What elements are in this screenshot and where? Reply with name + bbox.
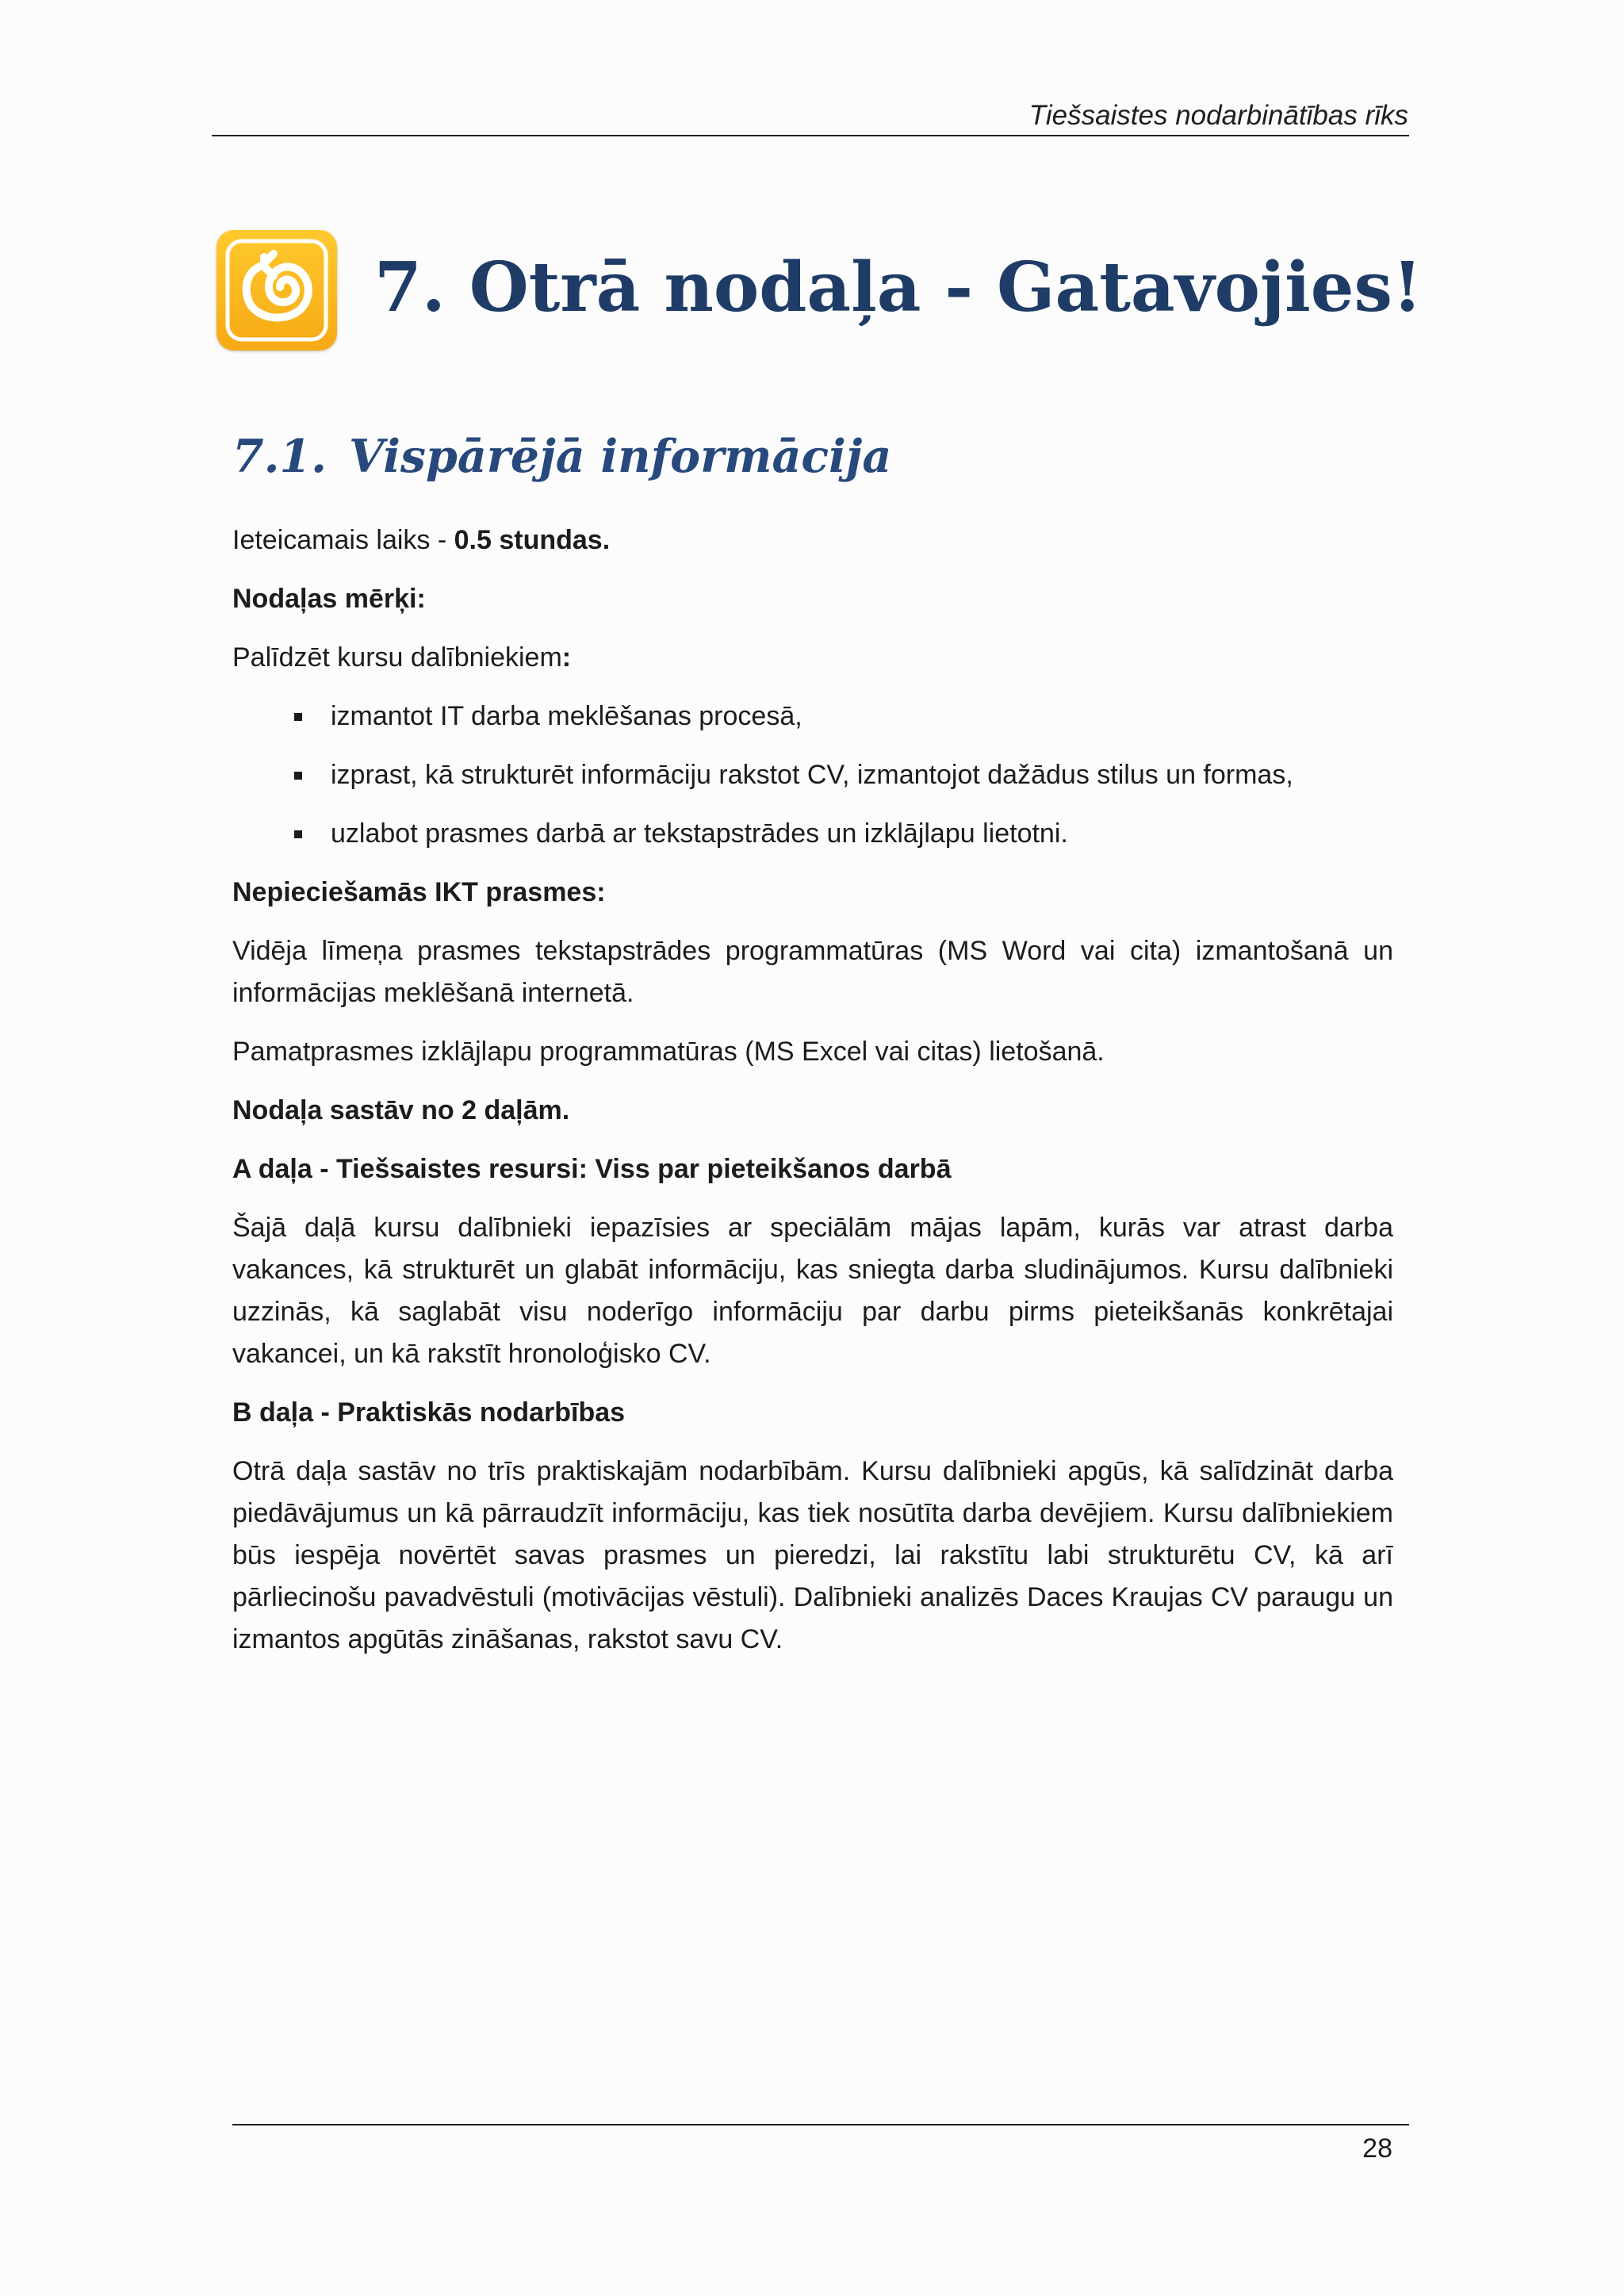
spiral-arrow-icon [216,230,337,351]
section-heading-text: Vispārējā informācija [349,430,892,483]
help-intro-text: Palīdzēt kursu dalībniekiem [232,642,562,673]
bullet-icon [294,772,302,780]
skills-heading [232,872,1393,914]
recommended-time [232,519,1393,562]
skills-paragraph-1: Vidēja līmeņa prasmes tekstapstrādes programmatūras (MS Word vai cita) izmantošanā un informācijas meklēšanā internetā. [232,936,1393,1008]
time-label: Ieteicamais laiks - [232,525,454,555]
goals-list [232,696,1393,855]
goal-text: izprast, kā strukturēt informāciju rakstot CV, izmantojot dažādus stilus un formas, [331,760,1293,790]
parts-heading-text: Nodaļa sastāv no 2 daļām. [232,1095,570,1125]
help-intro-colon: : [561,642,572,673]
goals-heading [232,578,1393,620]
parts-heading [232,1090,1393,1132]
goal-text: uzlabot prasmes darbā ar tekstapstrādes un izklājlapu lietotni. [331,818,1068,849]
body-content [232,519,1393,1677]
skills-heading-text: Nepieciešamās IKT prasmes: [232,877,606,907]
bullet-icon [294,830,302,838]
section-title [232,427,891,487]
part-b-heading-text: B daļa - Praktiskās nodarbības [232,1397,626,1428]
list-item [232,696,1393,738]
help-intro [232,637,1393,679]
goal-text: izmantot IT darba meklēšanas procesā, [331,701,802,731]
bullet-icon [294,713,302,721]
header-rule [212,135,1409,136]
running-header: Tiešsaistes nodarbinātības rīks [1028,100,1408,131]
part-a-heading-text: A daļa - Tiešsaistes resursi: Viss par pieteikšanos darbā [232,1154,952,1184]
list-item [232,813,1393,855]
section-number: 7.1. [232,430,327,483]
part-b-paragraph: Otrā daļa sastāv no trīs praktiskajām nodarbībām. Kursu dalībnieki apgūs, kā salīdzināt darba piedāvājumus un kā pārraudzīt informāciju, kas tiek nosūtīta darba devējiem. Kursu dalībniekiem būs iespēja novērtēt savas prasmes un pieredzi, lai rakstītu labi strukturētu CV, kā arī pārliecinošu pavadvēstuli (motivācijas vēstuli). Dalībnieki analizēs Daces Kraujas CV paraugu un izmantos apgūtās zināšanas, rakstot savu CV. [232,1456,1393,1654]
part-a-heading [232,1148,1393,1190]
list-item [232,754,1393,796]
goals-heading-text: Nodaļas mērķi: [232,584,426,614]
page-number: 28 [1362,2133,1392,2164]
time-value: 0.5 stundas. [454,525,611,555]
footer-rule [232,2124,1409,2125]
part-b-heading [232,1392,1393,1434]
skills-paragraph-2: Pamatprasmes izklājlapu programmatūras (MS Excel vai citas) lietošanā. [232,1037,1105,1067]
chapter-title: 7. Otrā nodaļa - Gatavojies! [374,247,1423,328]
part-a-paragraph: Šajā daļā kursu dalībnieki iepazīsies ar speciālām mājas lapām, kurās var atrast darba vakances, kā strukturēt un glabāt informāciju, kas sniegta darba sludinājumos. Kursu dalībnieki uzzinās, kā saglabāt visu noderīgo informāciju par darbu pirms pieteikšanās konkrētajai vakancei, un kā rakstīt hronoloģisko CV. [232,1213,1393,1369]
